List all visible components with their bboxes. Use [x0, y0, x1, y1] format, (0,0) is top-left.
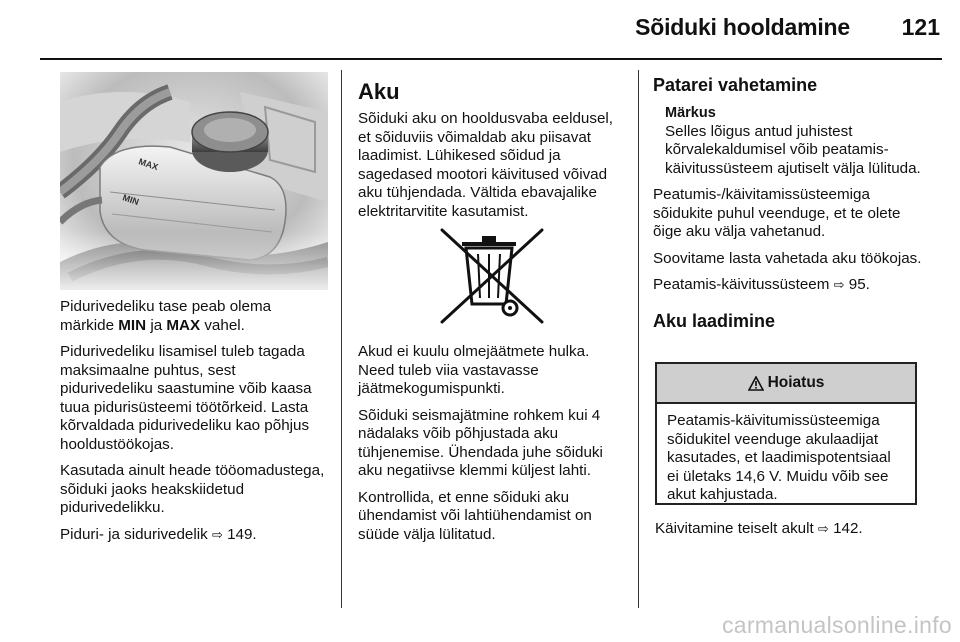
column-divider-left	[341, 70, 342, 608]
text-fragment: Käivitamine teiselt akult	[655, 520, 818, 537]
paragraph-ignition-off: Kontrollida, et enne sõiduki aku ühendamist või lahtiühendamist on süüde välja lülitatud.	[358, 488, 592, 543]
header-rule	[40, 58, 942, 60]
photo-min-label: MIN	[121, 192, 141, 208]
cross-reference-page-link[interactable]: 149.	[227, 525, 257, 543]
paragraph-stop-start-reference	[653, 276, 925, 296]
battery-replacement-heading: Patarei vahetamine	[653, 75, 818, 95]
text-fragment: vahel.	[200, 316, 245, 334]
cross-reference-page-link[interactable]: 142.	[833, 520, 863, 537]
photo-max-label: MAX	[137, 156, 160, 173]
keyword-min: MIN	[118, 316, 147, 334]
column-battery-replacement	[653, 74, 925, 340]
column-divider-right	[638, 70, 639, 608]
text-fragment: Piduri- ja sidurivedelik	[60, 525, 212, 543]
text-fragment: ja	[146, 316, 167, 334]
paragraph-battery-disposal: Akud ei kuulu olmejäätmete hulka. Need tuleb viia vastavasse jäätmekogumispunkti.	[358, 343, 590, 397]
battery-heading: Aku	[358, 79, 400, 104]
warning-triangle-icon	[748, 376, 764, 391]
note-title: Märkus	[665, 105, 716, 121]
paragraph-battery-storage: Sõiduki seismajätmine rohkem kui 4 nädalaks võib põhjustada aku tühjenemise. Ühendada juhe sõiduki aku negatiivse klemmi küljest lahti.	[358, 406, 603, 479]
column-brake-fluid	[60, 298, 328, 553]
crossed-out-bin-icon	[438, 224, 548, 328]
page-header-title: Sõiduki hooldamine	[635, 14, 850, 40]
text-fragment: Peatamis-käivitussüsteem	[653, 276, 834, 293]
cross-reference-arrow-icon: ⇨	[817, 522, 829, 537]
cross-reference-page-link[interactable]: 95.	[848, 276, 870, 293]
warning-box	[655, 362, 917, 505]
warning-text: Peatamis-käivitumissüsteemiga sõidukitel veenduge akulaadijat kasutades, et laadimispotentsiaal ei ületaks 14,6 V. Muidu võib see akut kahjustada.	[667, 412, 891, 503]
warning-header	[657, 364, 915, 404]
column-battery-lower	[358, 343, 620, 552]
page-number: 121	[901, 14, 940, 40]
paragraph-approved-fluid: Kasutada ainult heade tööomadustega, sõiduki jaoks heakskiidetud pidurivedelikku.	[60, 462, 325, 516]
warning-title: Hoiatus	[767, 374, 825, 391]
paragraph-cleanliness: Pidurivedeliku lisamisel tuleb tagada maksimaalne puhtus, sest pidurivedeliku saastumine võib kaasa tuua pidurisüsteemi töötõrkeid. Lasta kõrvaldada pidurivedeliku kao põhjus hooldustöökojas.	[60, 343, 312, 453]
column-battery	[358, 80, 620, 229]
watermark: carmanualsonline.info	[721, 612, 952, 638]
paragraph-battery-maintenance: Sõiduki aku on hooldusvaba eeldusel, et sõiduviis võimaldab aku piisavat laadimist. Lühikesed sõidud ja sagedased mootori käivitused võivad aku tühjendada. Vältida ebavajalike elektritarvitite kasutamist.	[358, 110, 613, 220]
note-text: Selles lõigus antud juhistest kõrvalekaldumisel võib peatamis-käivitussüsteem ajutiselt välja lülituda.	[665, 122, 921, 177]
paragraph-fluid-level	[60, 298, 328, 335]
paragraph-jump-start-reference	[655, 520, 863, 540]
paragraph-fluid-reference	[60, 526, 328, 546]
paragraph-correct-battery: Peatumis-/käivitamissüsteemiga sõidukite puhul veenduge, et te olete õige aku välja vahetanud.	[653, 186, 901, 240]
cross-reference-arrow-icon: ⇨	[211, 527, 223, 543]
cross-reference-arrow-icon: ⇨	[833, 278, 845, 293]
text-fragment: Pidurivedeliku tase peab olema märkide	[60, 298, 272, 334]
battery-charging-heading: Aku laadimine	[653, 310, 776, 331]
brake-fluid-reservoir-photo	[60, 72, 328, 290]
keyword-max: MAX	[166, 316, 201, 334]
paragraph-workshop: Soovitame lasta vahetada aku töökojas.	[653, 249, 922, 267]
note-block	[665, 104, 925, 178]
